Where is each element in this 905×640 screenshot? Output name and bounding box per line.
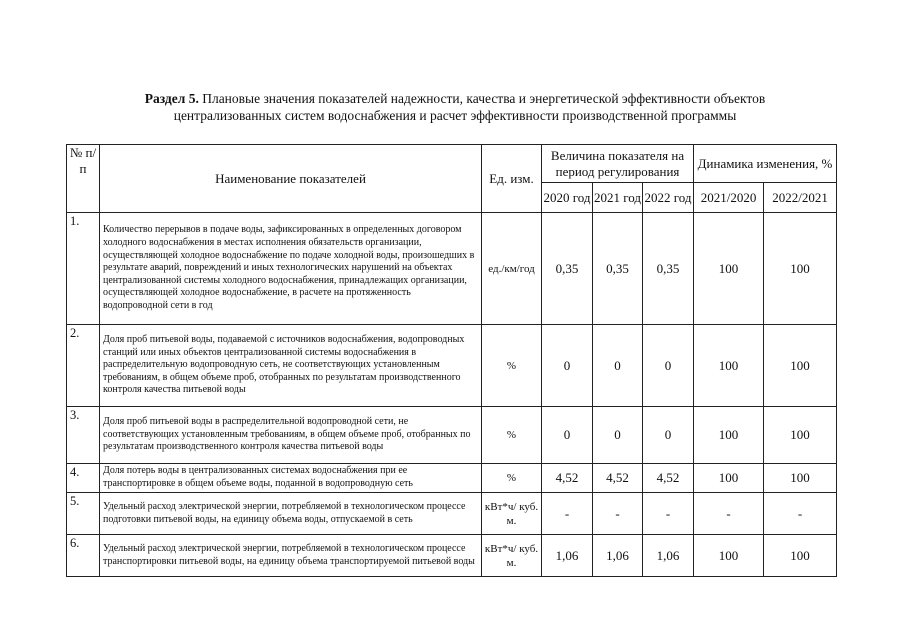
dynamics-2021-2020: 100 <box>694 407 764 464</box>
value-2020: 1,06 <box>542 535 593 577</box>
row-number: 6. <box>67 535 100 577</box>
dynamics-2021-2020: 100 <box>694 535 764 577</box>
value-2022: 0 <box>643 407 694 464</box>
value-2021: 0 <box>593 325 643 407</box>
indicator-name: Удельный расход электрической энергии, потребляемой в технологическом процессе транспортировки питьевой воды, на единицу объема транспортируемой питьевой воды <box>100 535 482 577</box>
row-number: 4. <box>67 464 100 493</box>
dynamics-2022-2021: 100 <box>764 535 837 577</box>
header-year-2022: 2022 год <box>643 183 694 213</box>
indicator-name: Количество перерывов в подаче воды, зафиксированных в определенных договором холодного водоснабжения в местах исполнения обязательств организации, осуществляющей холодное водоснабжение по подаче холодной воды, произошедших в результате аварий, повреждений и иных технологических нарушений на объектах централизованной системы холодного водоснабжения, принадлежащих организации, осуществляющей холодное водоснабжение, в расчете на протяженность водопроводной сети в год <box>100 213 482 325</box>
header-dyn-2022-2021: 2022/2021 <box>764 183 837 213</box>
table-row <box>67 213 837 325</box>
value-2022: 0 <box>643 325 694 407</box>
header-unit: Ед. изм. <box>482 145 542 213</box>
row-number: 3. <box>67 407 100 464</box>
indicators-table <box>66 144 837 577</box>
header-num: № п/п <box>67 145 100 213</box>
section-prefix: Раздел 5. <box>144 91 199 106</box>
dynamics-2021-2020: 100 <box>694 213 764 325</box>
indicator-name: Доля проб питьевой воды, подаваемой с источников водоснабжения, водопроводных станций или иных объектов централизованной системы водоснабжения в распределительную водопроводную сеть, не соответствующих установленным требованиям, в общем объеме проб, отобранных по результатам производственного контроля качества питьевой воды <box>100 325 482 407</box>
header-dyn-2021-2020: 2021/2020 <box>694 183 764 213</box>
section-title: Плановые значения показателей надежности, качества и энергетической эффективности объектов централизованных систем водоснабжения и расчет эффективности производственной программы <box>173 91 766 123</box>
row-number: 5. <box>67 493 100 535</box>
indicator-name: Доля проб питьевой воды в распределительной водопроводной сети, не соответствующих установленным требованиям, в общем объеме проб, отобранных по результатам производственного контроля качества питьевой воды <box>100 407 482 464</box>
row-number: 2. <box>67 325 100 407</box>
unit: % <box>482 407 542 464</box>
table-row <box>67 493 837 535</box>
dynamics-2022-2021: 100 <box>764 325 837 407</box>
table-row <box>67 407 837 464</box>
value-2020: 4,52 <box>542 464 593 493</box>
unit: ед./км/год <box>482 213 542 325</box>
value-2021: 1,06 <box>593 535 643 577</box>
unit: кВт*ч/ куб. м. <box>482 535 542 577</box>
table-row <box>67 464 837 493</box>
dynamics-2021-2020: 100 <box>694 464 764 493</box>
value-2022: 4,52 <box>643 464 694 493</box>
value-2021: 4,52 <box>593 464 643 493</box>
row-number: 1. <box>67 213 100 325</box>
indicator-name: Удельный расход электрической энергии, потребляемой в технологическом процессе подготовки питьевой воды, на единицу объема воды, отпускаемой в сеть <box>100 493 482 535</box>
section-heading <box>95 90 815 124</box>
dynamics-2022-2021: 100 <box>764 407 837 464</box>
value-2021: - <box>593 493 643 535</box>
value-2020: 0 <box>542 407 593 464</box>
header-year-2020: 2020 год <box>542 183 593 213</box>
unit: кВт*ч/ куб. м. <box>482 493 542 535</box>
header-dynamics: Динамика изменения, % <box>694 145 837 183</box>
dynamics-2021-2020: - <box>694 493 764 535</box>
indicator-name: Доля потерь воды в централизованных системах водоснабжения при ее транспортировке в общем объеме воды, поданной в водопроводную сеть <box>100 464 482 493</box>
header-year-2021: 2021 год <box>593 183 643 213</box>
header-name: Наименование показателей <box>100 145 482 213</box>
header-row-1 <box>67 145 837 183</box>
unit: % <box>482 325 542 407</box>
dynamics-2022-2021: 100 <box>764 213 837 325</box>
unit: % <box>482 464 542 493</box>
table-row <box>67 325 837 407</box>
value-2022: 1,06 <box>643 535 694 577</box>
dynamics-2022-2021: - <box>764 493 837 535</box>
value-2022: - <box>643 493 694 535</box>
dynamics-2021-2020: 100 <box>694 325 764 407</box>
header-period: Величина показателя на период регулирования <box>542 145 694 183</box>
value-2020: 0,35 <box>542 213 593 325</box>
value-2020: - <box>542 493 593 535</box>
value-2020: 0 <box>542 325 593 407</box>
value-2022: 0,35 <box>643 213 694 325</box>
value-2021: 0 <box>593 407 643 464</box>
value-2021: 0,35 <box>593 213 643 325</box>
dynamics-2022-2021: 100 <box>764 464 837 493</box>
table-row <box>67 535 837 577</box>
